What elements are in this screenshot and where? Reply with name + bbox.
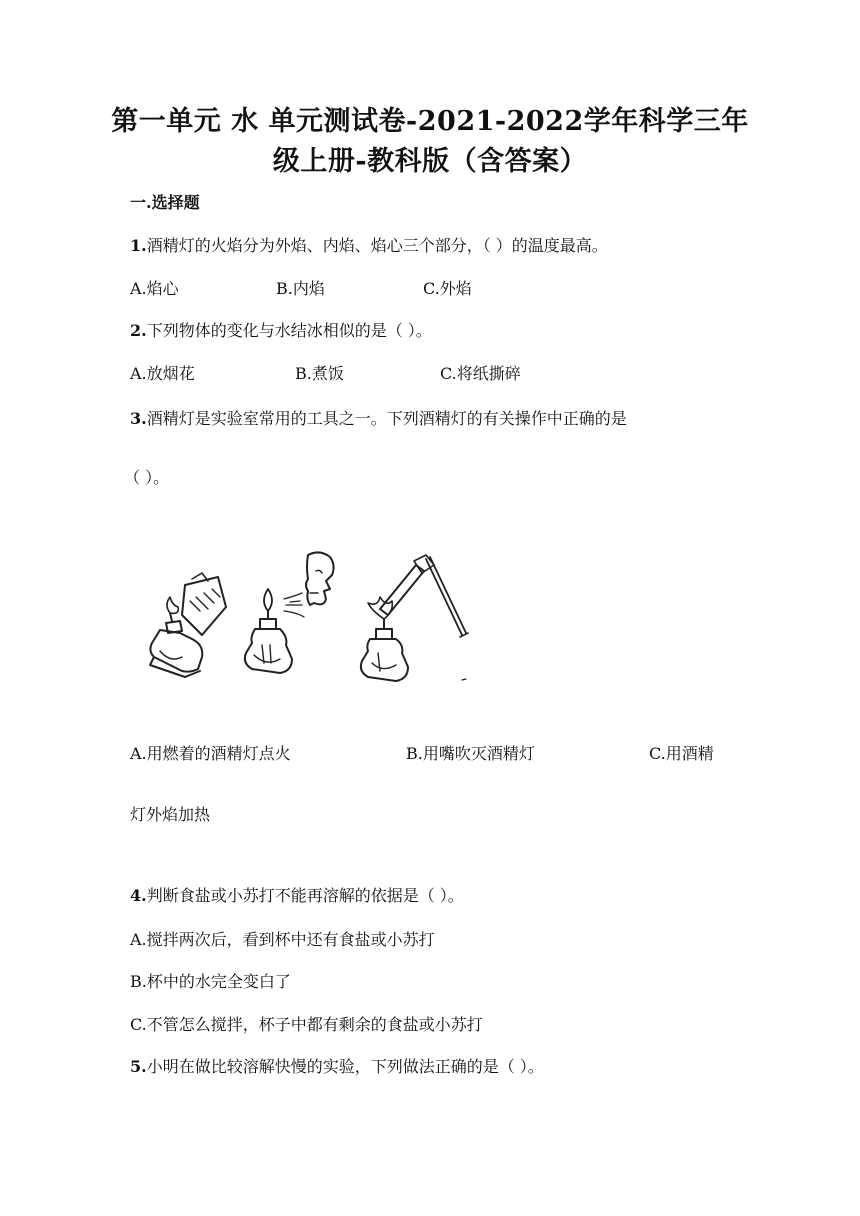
lamp-heating-test-tube-figure xyxy=(361,555,468,681)
question-2 xyxy=(130,319,432,343)
section-heading: 一.选择题 xyxy=(130,193,200,212)
question-3 xyxy=(130,407,627,431)
question-2-option-b: B.煮饭 xyxy=(295,364,344,383)
question-2-option-c: C.将纸撕碎 xyxy=(440,364,521,383)
document-title-line1: 第一单元 水 单元测试卷-2021-2022学年科学三年 xyxy=(111,106,749,137)
question-4-option-a: A.搅拌两次后，看到杯中还有食盐或小苏打 xyxy=(130,930,435,949)
document-title-line2: 级上册-教科版（含答案） xyxy=(272,146,588,177)
alcohol-lamp-illustration xyxy=(130,545,480,690)
question-3-option-c-continued: 灯外焰加热 xyxy=(130,805,211,824)
question-3-text: 酒精灯是实验室常用的工具之一。下列酒精灯的有关操作中正确的是 xyxy=(146,409,627,428)
question-2-text: 下列物体的变化与水结冰相似的是（ ）。 xyxy=(146,321,432,340)
question-1-option-c: C.外焰 xyxy=(423,279,472,298)
question-4-option-c: C.不管怎么搅拌，杯子中都有剩余的食盐或小苏打 xyxy=(130,1015,483,1034)
question-5 xyxy=(130,1055,544,1079)
question-3-number: 3. xyxy=(130,409,147,428)
question-4-number: 4. xyxy=(130,886,147,905)
question-1-number: 1. xyxy=(130,236,147,255)
question-4 xyxy=(130,884,464,908)
question-2-number: 2. xyxy=(130,321,147,340)
question-1 xyxy=(130,234,608,258)
question-3-blank: （ ）。 xyxy=(124,468,170,487)
question-4-option-b: B.杯中的水完全变白了 xyxy=(130,972,291,991)
question-5-number: 5. xyxy=(130,1057,147,1076)
question-3-option-b: B.用嘴吹灭酒精灯 xyxy=(406,744,535,763)
question-1-option-a: A.焰心 xyxy=(130,279,179,298)
question-2-option-a: A.放烟花 xyxy=(130,364,195,383)
question-1-text: 酒精灯的火焰分为外焰、内焰、焰心三个部分，（ ）的温度最高。 xyxy=(146,236,608,255)
lamp-blowing-out-figure xyxy=(245,552,334,673)
lamp-lighting-from-lamp-figure xyxy=(150,573,226,677)
question-1-option-b: B.内焰 xyxy=(276,279,325,298)
question-3-option-c: C.用酒精 xyxy=(649,744,714,763)
question-5-text: 小明在做比较溶解快慢的实验，下列做法正确的是（ ）。 xyxy=(146,1057,544,1076)
question-3-option-a: A.用燃着的酒精灯点火 xyxy=(130,744,291,763)
question-4-text: 判断食盐或小苏打不能再溶解的依据是（ ）。 xyxy=(146,886,464,905)
